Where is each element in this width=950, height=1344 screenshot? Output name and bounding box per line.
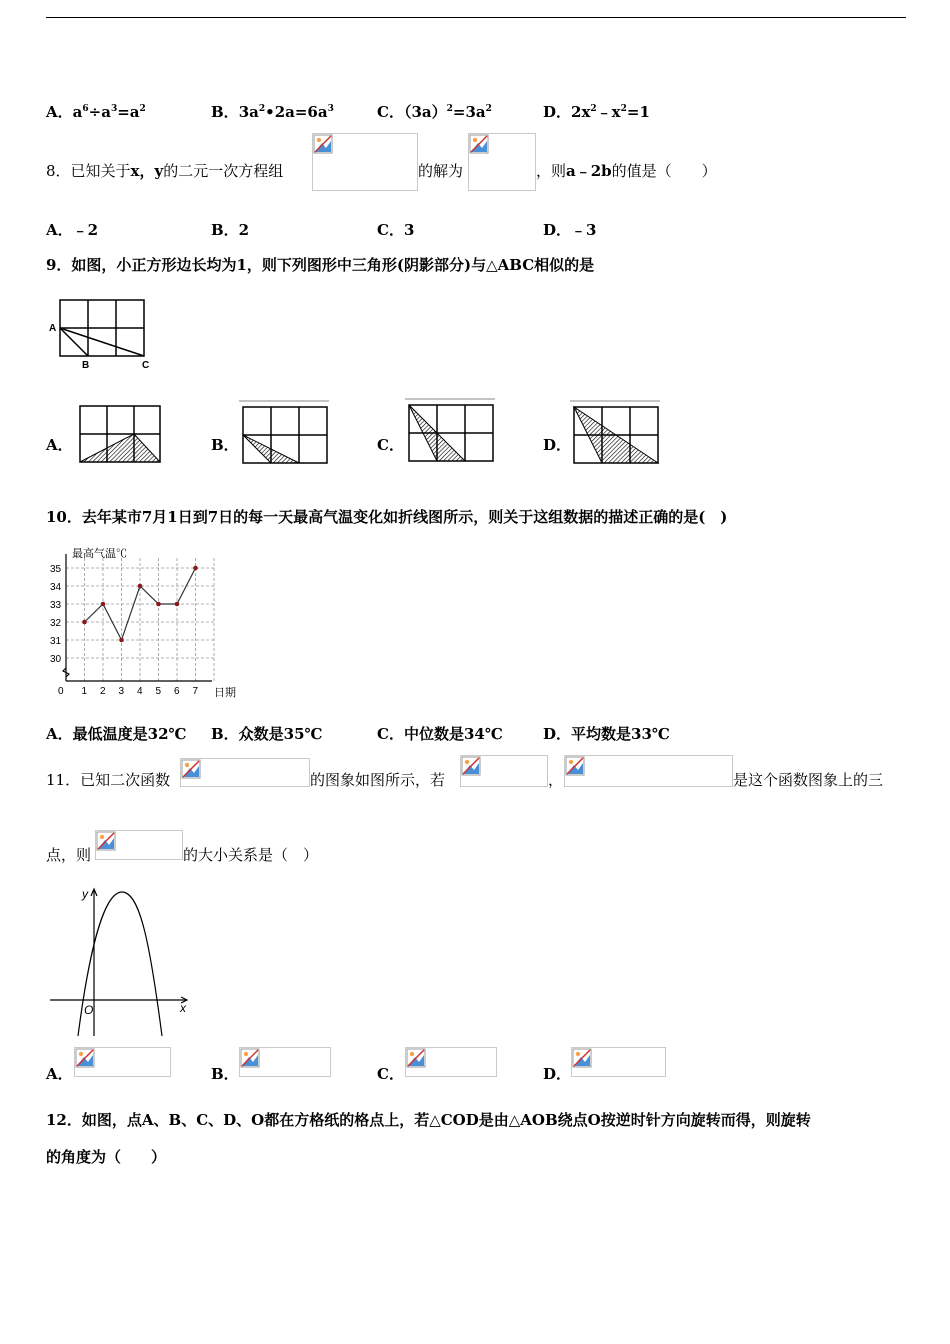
label-a: A <box>49 323 57 334</box>
q11-text-3: ， <box>548 771 564 789</box>
y-tick-label: 30 <box>50 654 62 665</box>
origin-label: O <box>84 1003 94 1017</box>
x-tick-label: 5 <box>155 686 162 697</box>
q11-option-b-label: B． <box>211 1065 239 1083</box>
broken-image-icon <box>406 1048 426 1068</box>
q8-solution-image <box>468 133 536 191</box>
q9-abc-figure <box>46 294 156 374</box>
q10-option-d: D．平均数是33℃ <box>543 725 670 743</box>
q9-option-b-label: B． <box>211 436 239 454</box>
y-tick-label: 31 <box>50 636 62 647</box>
q8-text-3: ，则a﹣2b的值是（ ） <box>536 162 717 180</box>
q11-option-c-label: C． <box>377 1065 404 1083</box>
q11-option-d-image <box>571 1047 666 1077</box>
q10-option-a: A．最低温度是32℃ <box>46 725 187 743</box>
q7-option-c: C．$(3a)^2=3a^2$ <box>377 103 492 121</box>
q7-option-b: B．$3a^2•2a=6a^3$ <box>211 103 334 121</box>
q7-option-d: D．$2x^2﹣x^2=1$ <box>543 103 650 121</box>
x-axis-label: x <box>180 1001 186 1015</box>
y-tick-label: 32 <box>50 618 62 629</box>
q11-function-image <box>180 758 310 787</box>
q10-option-b: B．众数是35℃ <box>211 725 323 743</box>
broken-image-icon <box>96 831 116 851</box>
broken-image-icon <box>461 756 481 776</box>
broken-image-icon <box>240 1048 260 1068</box>
broken-image-icon <box>313 134 333 154</box>
data-point <box>119 638 124 643</box>
x-tick-label: 1 <box>81 686 88 697</box>
broken-image-icon <box>469 134 489 154</box>
q11-text-4: 是这个函数图象上的三 <box>733 771 884 789</box>
label-c: C <box>142 360 150 371</box>
data-point <box>138 584 143 589</box>
label-b: B <box>82 360 90 371</box>
q8-equation-system-image <box>312 133 418 191</box>
broken-image-icon <box>75 1048 95 1068</box>
x-tick-label: 0 <box>58 686 64 697</box>
header-rule <box>46 17 906 18</box>
q10-question: 10．去年某市7月1日到7日的每一天最高气温变化如折线图所示，则关于这组数据的描述正确的是( ) <box>46 508 728 526</box>
q8-option-c: C．3 <box>377 221 415 239</box>
q11-point-1-image <box>460 755 548 787</box>
q10-option-c: C．中位数是34℃ <box>377 725 503 743</box>
q10-line-chart <box>46 544 242 702</box>
q8-option-b: B．2 <box>211 221 250 239</box>
x-tick-label: 7 <box>192 686 199 697</box>
broken-image-icon <box>565 756 585 776</box>
q11-text-2: 的图象如图所示，若 <box>310 771 446 789</box>
q12-question-line-1: 12．如图，点A、B、C、D、O都在方格纸的格点上，若△COD是由△AOB绕点O按逆时针方向旋转而得，则旋转 <box>46 1111 811 1129</box>
q11-text-1: 11．已知二次函数 <box>46 771 171 789</box>
q9-option-a-label: A． <box>46 436 73 454</box>
data-point <box>193 566 198 571</box>
x-tick-label: 3 <box>118 686 125 697</box>
q11-parabola-figure <box>50 884 195 1039</box>
x-tick-label: 4 <box>137 686 143 697</box>
y-tick-label: 34 <box>50 582 62 593</box>
q7-option-a: A．$a^6\div a^3=a^2$ <box>46 103 146 121</box>
q9-option-d-figure <box>570 399 662 467</box>
q8-text-1: 8．已知关于x，y的二元一次方程组 <box>46 162 284 180</box>
q11-option-a-image <box>74 1047 171 1077</box>
broken-image-icon <box>572 1048 592 1068</box>
y-axis-label: 最高气温℃ <box>72 548 127 560</box>
q11-option-a-label: A． <box>46 1065 73 1083</box>
data-point <box>82 620 87 625</box>
q11-points-2-3-image <box>564 755 733 787</box>
data-point <box>156 602 161 607</box>
q11-option-d-label: D． <box>543 1065 572 1083</box>
q8-option-a: A．﹣2 <box>46 221 99 239</box>
x-axis-label: 日期 <box>214 687 236 699</box>
y-tick-label: 35 <box>50 564 62 575</box>
q9-option-a-figure <box>78 404 164 466</box>
q8-option-d: D．﹣3 <box>543 221 597 239</box>
y-tick-label: 33 <box>50 600 62 611</box>
y-axis-label: y <box>82 887 88 901</box>
q11-option-b-image <box>239 1047 331 1077</box>
q9-question: 9．如图，小正方形边长均为1，则下列图形中三角形(阴影部分)与△ABC相似的是 <box>46 256 595 274</box>
x-tick-label: 6 <box>174 686 180 697</box>
q9-option-d-label: D． <box>543 436 572 454</box>
q11-text-6: 的大小关系是（ ） <box>183 846 319 864</box>
q12-question-line-2: 的角度为（ ） <box>46 1148 167 1166</box>
data-point <box>175 602 180 607</box>
q11-text-5: 点，则 <box>46 846 92 864</box>
q11-values-image <box>95 830 183 860</box>
x-tick-label: 2 <box>100 686 106 697</box>
q8-text-2: 的解为 <box>418 162 464 180</box>
broken-image-icon <box>181 759 201 779</box>
q11-option-c-image <box>405 1047 497 1077</box>
data-point <box>101 602 106 607</box>
q9-option-c-label: C． <box>377 436 404 454</box>
q9-option-c-figure <box>405 397 497 465</box>
q9-option-b-figure <box>239 399 331 467</box>
